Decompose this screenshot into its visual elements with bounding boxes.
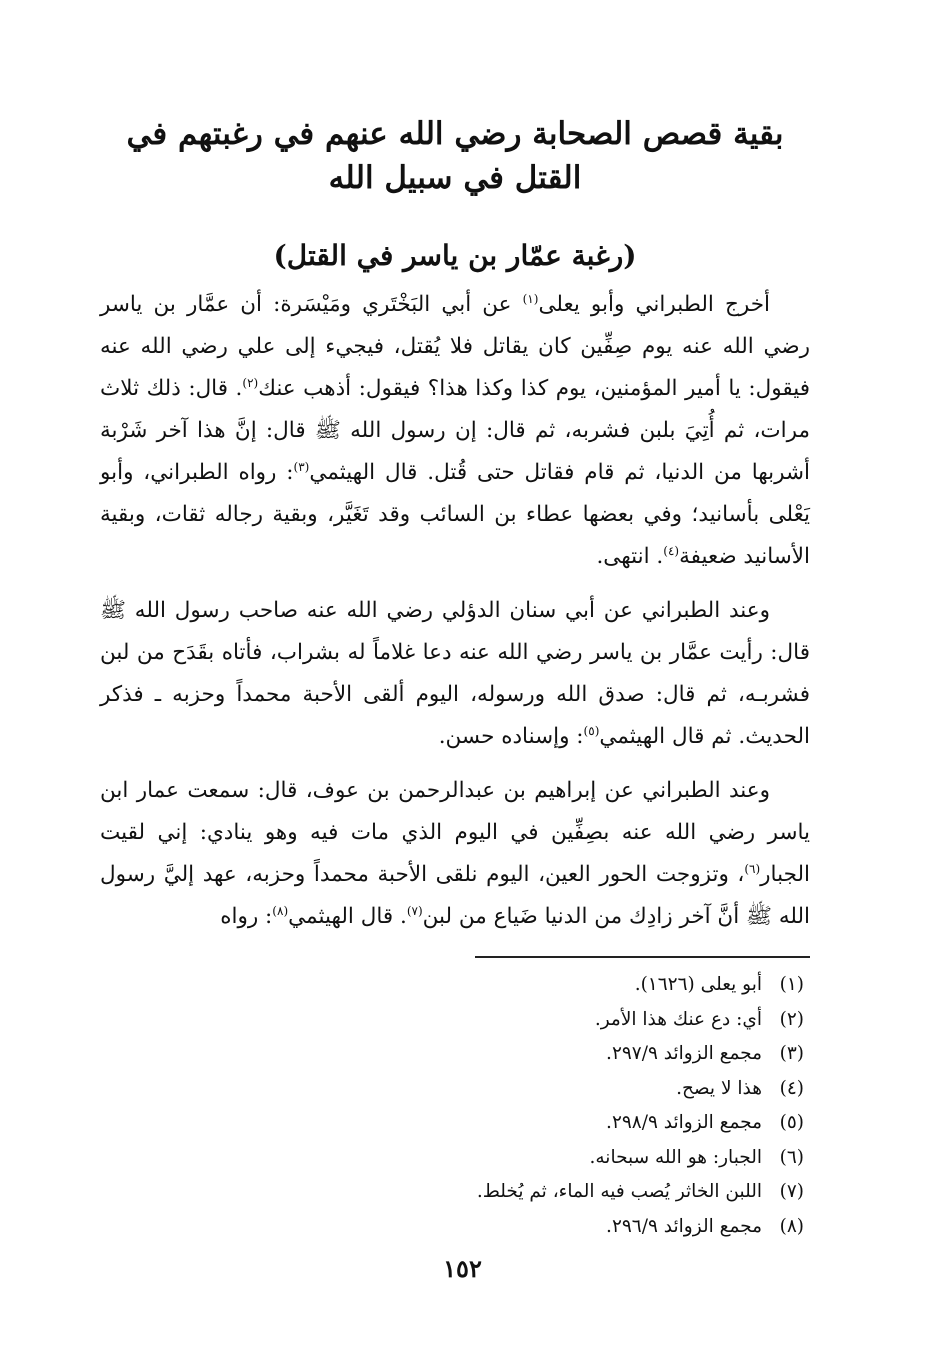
footnote-item: [100, 1210, 810, 1245]
footnote-marker: (٣): [293, 459, 310, 474]
footnote-marker: (٤): [663, 543, 680, 558]
text-segment: ، وتزوجت الحور العين، اليوم نلقى الأحبة محمداً وحزبه، عهد إليَّ رسول الله ﷺ أنَّ آخر زادِك من الدنيا ضَياع من لبن: [100, 862, 810, 929]
footnote-text: مجمع الزوائد ٢٩٦/٩.: [606, 1215, 762, 1237]
footnote-marker: (٧): [406, 903, 423, 918]
paragraph: [100, 284, 810, 578]
footnote-marker: (١): [522, 291, 539, 306]
text-segment: . قال: ذلك ثلاث مرات، ثم أُتِيَ بلبن فشربه، ثم قال: إن رسول الله ﷺ قال: إنَّ هذا آخر شَرْبة أشربها من الدنيا، ثم قام فقاتل حتى قُتل. قال الهيثمي: [100, 376, 810, 485]
footnote-marker: (٦): [744, 861, 761, 876]
text-segment: : وإسناده حسن.: [438, 724, 584, 749]
footnote-item: [100, 1072, 810, 1107]
footnote-number: (٥): [779, 1112, 804, 1133]
footnote-marker: (٨): [272, 903, 289, 918]
text-segment: وعند الطبراني عن إبراهيم بن عبدالرحمن بن عوف، قال: سمعت عمار ابن ياسر رضي الله عنه بصِفِّين في اليوم الذي مات فيه وهو ينادي: إني لقيت الجبار: [100, 778, 810, 887]
footnote-text: اللبن الخاثر يُصب فيه الماء، ثم يُخلط.: [476, 1181, 762, 1202]
footnote-marker: (٢): [242, 375, 259, 390]
text-segment: . انتهى.: [596, 544, 664, 569]
footnote-number: (٧): [779, 1181, 804, 1202]
section-heading: (رغبة عمّار بن ياسر في القتل): [273, 239, 637, 272]
footnote-number: (٤): [779, 1077, 804, 1099]
footnote-number: (٢): [779, 1008, 804, 1030]
paragraph: [100, 590, 810, 758]
footnote-text: الجبار: هو الله سبحانه.: [589, 1146, 762, 1168]
footnote-number: (٨): [779, 1215, 804, 1237]
footnote-text: أي: دع عنك هذا الأمر.: [594, 1008, 762, 1030]
footnote-marker: (٥): [583, 723, 600, 738]
footnote-text: أبو يعلى (١٦٢٦).: [634, 974, 762, 995]
footnote-number: (١): [779, 974, 804, 995]
text-segment: : رواه الطبراني، وأبو يَعْلى بأسانيد؛ وفي بعضها عطاء بن السائب وقد تَغَيَّر، وبقية رجاله ثقات، وبقية الأسانيد ضعيفة: [100, 460, 810, 569]
text-segment: أخرج الطبراني وأبو يعلى: [538, 292, 770, 317]
text-segment: : رواه: [220, 904, 273, 929]
paragraph: [100, 770, 810, 938]
text-segment: عن أبي البَخْتَري ومَيْسَرة: أن عمَّار بن ياسر رضي الله عنه يوم صِفِّين كان يقاتل فلا يُقتل، فيجيء إلى علي رضي الله عنه فيقول: يا أمير المؤمنين، يوم كذا وكذا هذا؟ فيقول: أذهب عنك: [100, 292, 810, 401]
text-segment: . قال الهيثمي: [288, 904, 407, 929]
footnote-number: (٣): [779, 1043, 804, 1064]
footnote-item: [100, 968, 810, 1003]
footnote-item: [100, 1175, 810, 1210]
footnote-text: مجمع الزوائد ٢٩٨/٩.: [606, 1112, 762, 1133]
body-text: [100, 284, 810, 938]
footnotes-list: [100, 968, 810, 1244]
footnote-number: (٦): [779, 1146, 804, 1168]
footnote-item: [100, 1141, 810, 1176]
text-segment: وعند الطبراني عن أبي سنان الدؤلي رضي الله عنه صاحب رسول الله ﷺ قال: رأيت عمَّار بن ياسر رضي الله عنه دعا غلاماً له بشراب، فأتاه بقَدَح من لبن فشربـه، ثم قال: صدق الله ورسوله، اليوم ألقى الأحبة محمداً وحزبه ـ فذكر الحديث. ثم قال الهيثمي: [100, 598, 810, 749]
footnote-item: [100, 1106, 810, 1141]
page-number: ١٥٢: [443, 1254, 482, 1283]
page-title: بقية قصص الصحابة رضي الله عنهم في رغبتهم في القتل في سبيل الله: [126, 116, 784, 196]
footnote-item: [100, 1003, 810, 1038]
footnote-item: [100, 1037, 810, 1072]
footnote-text: هذا لا يصح.: [676, 1077, 762, 1099]
footnote-divider: [475, 956, 810, 958]
footnote-text: مجمع الزوائد ٢٩٧/٩.: [606, 1043, 762, 1064]
